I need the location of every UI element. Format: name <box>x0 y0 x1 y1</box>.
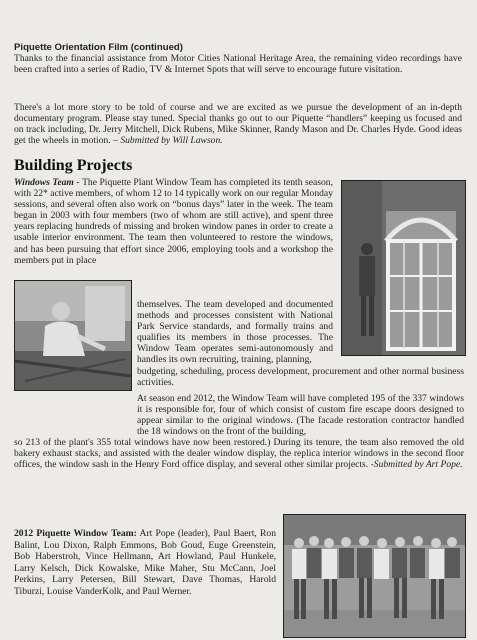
section-title: Building Projects <box>14 157 133 174</box>
window-team-para-1c: budgeting, scheduling, process development, procurement and other normal business activities. <box>137 366 464 389</box>
workshop-photo-image <box>15 281 131 390</box>
film-paragraph-2: There's a lot more story to be told of course and we are excited as we pursue the development of an in-depth documentary program. Please stay tuned. Special thanks go out to our Piquette “handlers” keeping us focused and on track including, Dr. Jerry Mitchell, Dick Rubens, Mike Skinner, Randy Mason and Dr. Charles Hyde. Good ideas get the wheels in motion. – <box>14 102 462 147</box>
window-photo <box>341 180 466 356</box>
window-team-para-2a: At season end 2012, the Window Team will have completed 195 of the 337 windows it is responsible for, four of which consist of custom fire escape doors designed to appear similar to the original windows. (The facade restoration contractor handled the 18 windows on the front of the building, <box>137 393 464 438</box>
team-label: 2012 Piquette Window Team: <box>14 528 137 539</box>
workshop-photo <box>14 280 132 391</box>
window-team-text-1: The Piquette Plant Window Team has completed its tenth season, with 22* active members, of whom 12 to 14 typically work on our regular Monday sessions, and several often also work on “bonus days” later in the week. The team began in 2003 with four members (two of whom are still active), and spent three years replacing hundreds of missing and broken window panes in order to create a usable interior environment. The team then volunteered to restore the windows, and has been pursuing that effort since 2006, employing tools and a workshop the members put in place <box>14 177 333 266</box>
window-photo-image <box>342 181 465 355</box>
window-team-signature: Submitted by Art Pope. <box>373 459 463 471</box>
film-signature: Submitted by Will Lawson. <box>120 135 223 147</box>
window-team-label: Windows Team - <box>14 177 83 188</box>
team-list <box>14 528 276 598</box>
film-paragraph-2-block <box>14 102 462 146</box>
window-team-para-1b: themselves. The team developed and documented methods and processes consistent with National Park Service standards, and formally trains and qualifies its members in those processes. The Window Team operates semi-autonomously and handles its own recruiting, training, planning, <box>137 299 333 366</box>
team-members: Art Pope (leader), Paul Baert, Ron Balint, Lou Dixon, Ralph Emmons, Bob Goud, Euge Greenstein, Bob Haberstroh, Vince Hellmann, Art Howland, Paul Hunkele, Larry Kelsch, Dick Kowalske, Mike Maher, Stu McCann, Joel Perkins, Larry Petersen, Bill Stewart, Dave Thomas, Harold Tiburzi, Louise VanderKolk, and Paul Werner. <box>14 528 276 597</box>
window-team-text-2b: so 213 of the plant's 355 total windows have now been restored.) During its tenure, the team also removed the old bakery exhaust stacks, and assisted with the dealer window display, the replica interior windows in the second floor offices, the window sash in the Henry Ford office display, and several other similar projects. - <box>14 437 464 471</box>
team-photo-image <box>284 515 465 637</box>
window-team-para-1 <box>14 177 333 266</box>
window-team-para-2b-block <box>14 437 464 470</box>
film-heading: Piquette Orientation Film (continued) <box>14 42 183 53</box>
team-photo <box>283 514 466 638</box>
film-section <box>14 42 462 75</box>
film-paragraph-1: Thanks to the financial assistance from Motor Cities National Heritage Area, the remaining video recordings have been crafted into a series of Radio, TV & Internet Spots that will serve to encourage future visitation. <box>14 53 462 76</box>
